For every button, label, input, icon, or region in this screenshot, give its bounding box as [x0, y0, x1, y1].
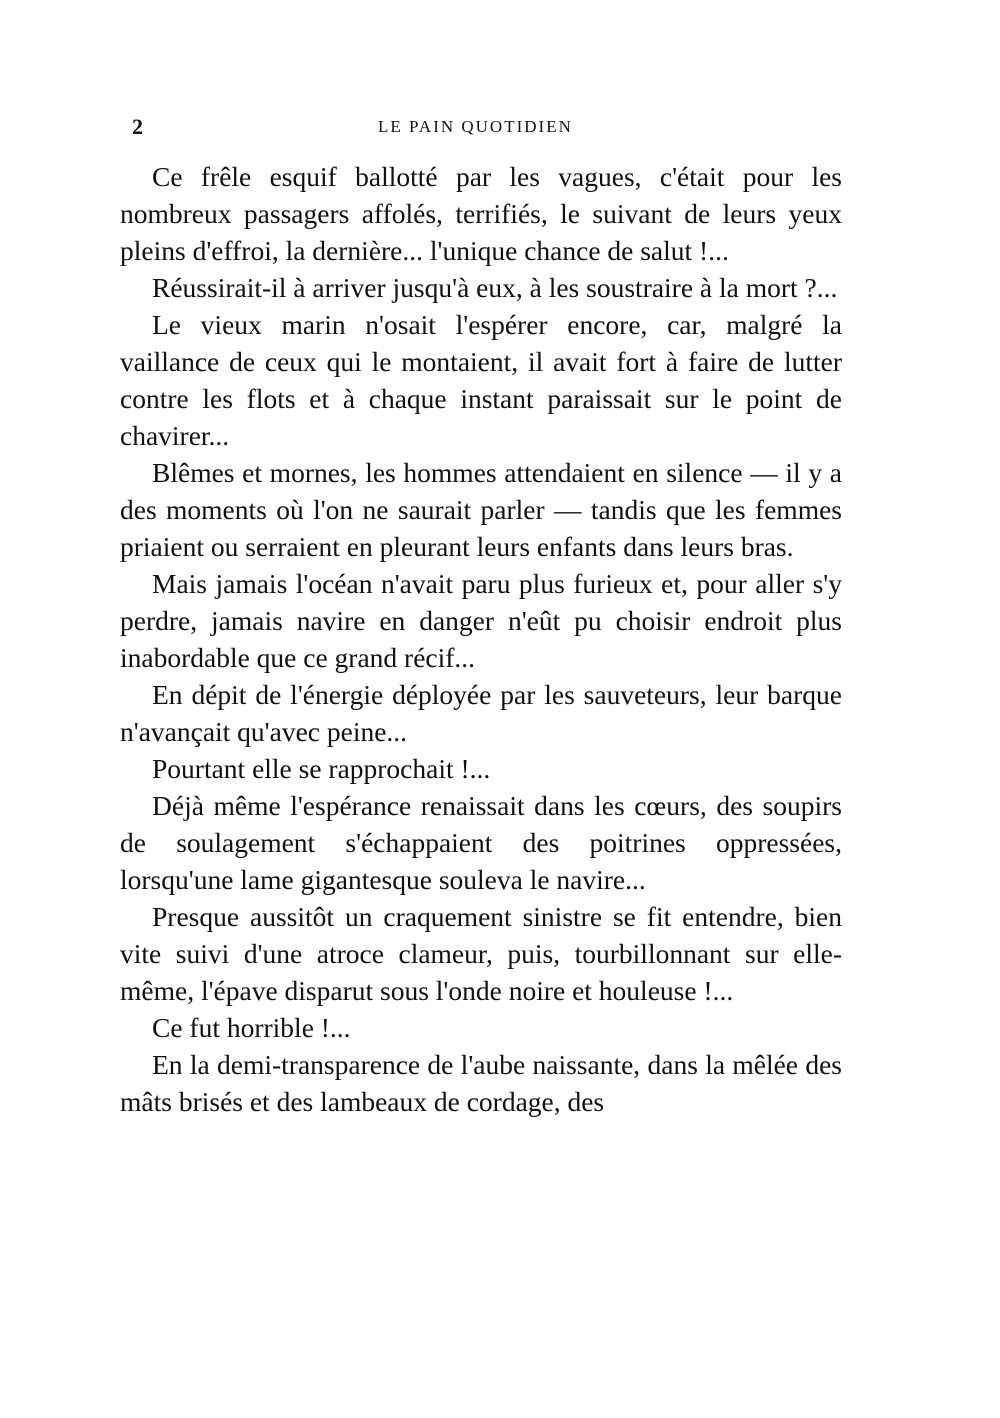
running-head	[128, 112, 848, 142]
running-title: LE PAIN QUOTIDIEN	[378, 117, 573, 136]
paragraph: En la demi-transparence de l'aube naissante, dans la mêlée des mâts brisés et des lambeaux de cordage, des	[120, 1049, 842, 1117]
paragraph: Le vieux marin n'osait l'espérer encore, car, malgré la vaillance de ceux qui le montaient, il avait fort à faire de lutter contre les flots et à chaque instant paraissait sur le point de chavirer...	[120, 309, 842, 451]
body-text	[120, 158, 842, 1120]
paragraph: Déjà même l'espérance renaissait dans les cœurs, des soupirs de soulagement s'échappaient des poitrines oppressées, lorsqu'une lame gigantesque souleva le navire...	[120, 790, 842, 895]
page-number: 2	[132, 114, 143, 139]
paragraph: Ce frêle esquif ballotté par les vagues, c'était pour les nombreux passagers affolés, terrifiés, le suivant de leurs yeux pleins d'effroi, la dernière... l'unique chance de salut !...	[120, 161, 842, 266]
paragraph: Mais jamais l'océan n'avait paru plus furieux et, pour aller s'y perdre, jamais navire en danger n'eût pu choisir endroit plus inabordable que ce grand récif...	[120, 568, 842, 673]
paragraph: Blêmes et mornes, les hommes attendaient en silence — il y a des moments où l'on ne saurait parler — tandis que les femmes priaient ou serraient en pleurant leurs enfants dans leurs bras.	[120, 457, 842, 562]
paragraph: Ce fut horrible !...	[152, 1012, 351, 1043]
paragraph: Presque aussitôt un craquement sinistre se fit entendre, bien vite suivi d'une atroce clameur, puis, tourbillonnant sur elle-même, l'épave disparut sous l'onde noire et houleuse !...	[120, 901, 842, 1006]
paragraph: Pourtant elle se rapprochait !...	[152, 753, 491, 784]
paragraph: Réussirait-il à arriver jusqu'à eux, à les soustraire à la mort ?...	[152, 272, 838, 303]
paragraph: En dépit de l'énergie déployée par les sauveteurs, leur barque n'avançait qu'avec peine...	[120, 679, 842, 747]
